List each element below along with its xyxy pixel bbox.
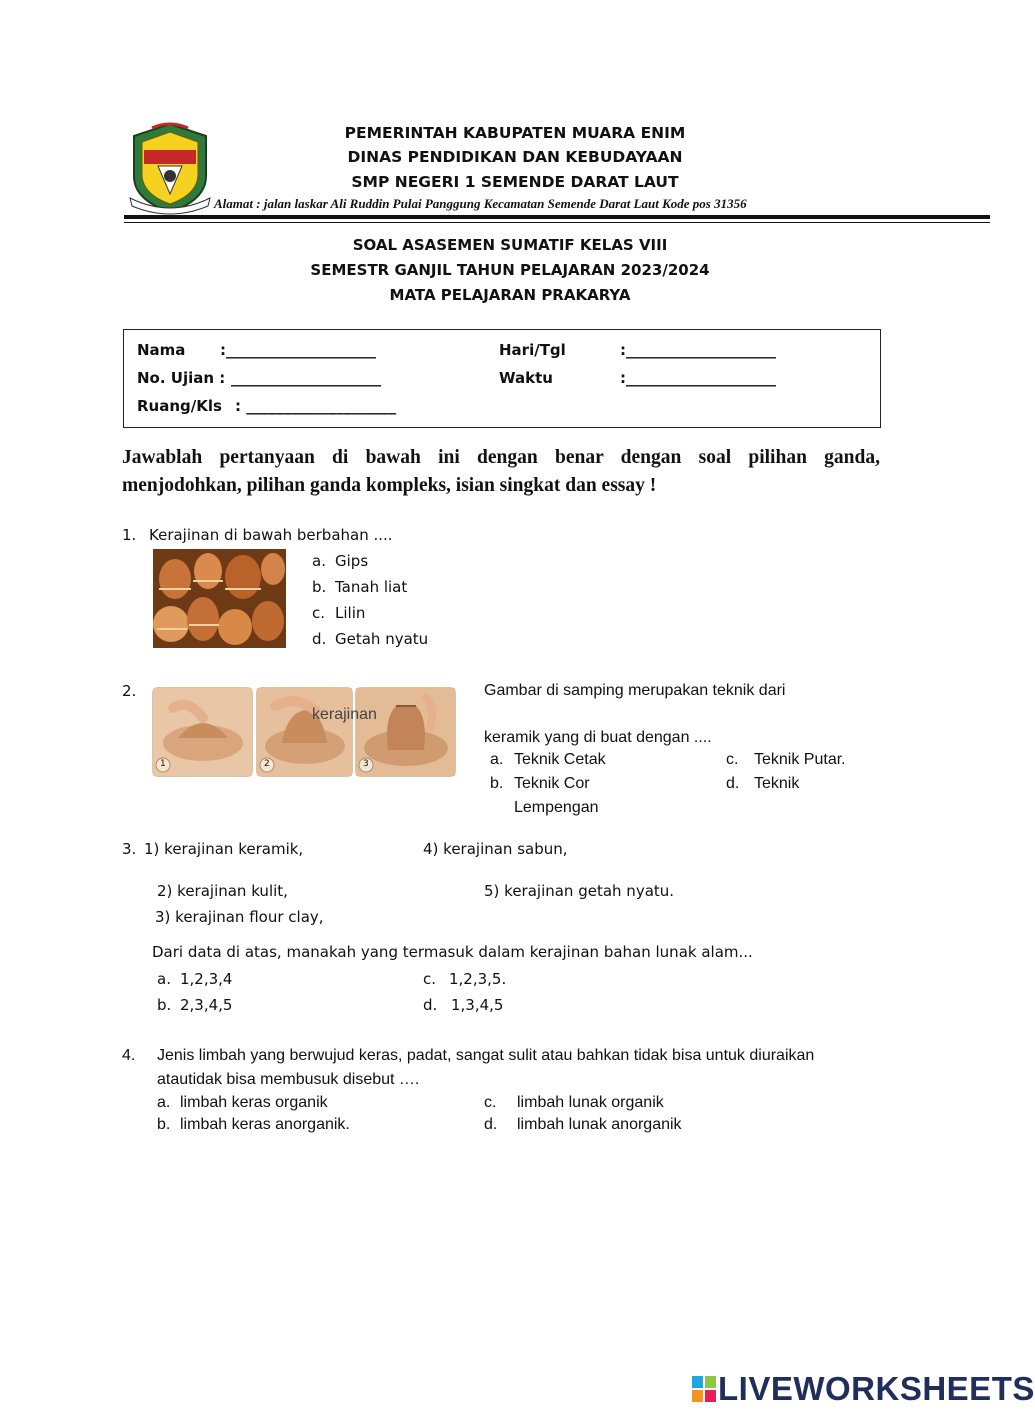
q3-item-3: 3) kerajinan flour clay, [155,908,324,926]
q1-option-c-letter: c. [312,604,326,622]
instruction-text: Jawablah pertanyaan di bawah ini dengan benar dengan soal pilihan ganda, menjodohkan, pilihan ganda kompleks, isian singkat dan essay ! [122,447,880,496]
q2-option-b-letter: b. [490,775,504,792]
q3-text: Dari data di atas, manakah yang termasuk dalam kerajinan bahan lunak alam... [152,943,753,961]
liveworksheets-logo-icon [692,1376,716,1402]
q4-option-c[interactable]: limbah lunak organik [517,1094,664,1111]
q3-item-2: 2) kerajinan kulit, [157,882,288,900]
q3-option-a-letter: a. [157,970,171,988]
header-divider-thick [124,215,990,219]
q3-item-5: 5) kerajinan getah nyatu. [484,882,675,900]
q1-option-a[interactable]: Gips [335,552,369,570]
q3-option-d-letter: d. [423,996,438,1014]
q4-option-a[interactable]: limbah keras organik [180,1094,328,1111]
q2-wheel-step-1-image [152,687,253,777]
q3-option-a[interactable]: 1,2,3,4 [180,970,233,988]
q2-option-c-letter: c. [726,751,739,768]
q3-number: 3. [122,840,137,858]
liveworksheets-brand[interactable]: LIVEWORKSHEETS [718,1370,1035,1407]
q4-option-d[interactable]: limbah lunak anorganik [517,1116,682,1133]
q1-option-b[interactable]: Tanah liat [335,578,408,596]
header-address: Alamat : jalan laskar Ali Ruddin Pulai Panggung Kecamatan Semende Darat Laut Kode pos 31356 [214,196,747,211]
header-line-1: PEMERINTAH KABUPATEN MUARA ENIM [344,124,686,142]
q3-option-d[interactable]: 1,3,4,5 [451,996,504,1014]
field-hari-tgl[interactable]: :____________________ [620,341,776,359]
q2-option-a-letter: a. [490,751,504,768]
q2-wheel-step-2-image [256,687,353,777]
q2-overlay-text: kerajinan [312,706,377,723]
q2-step-2-label: 2 [264,759,270,769]
header-divider-thin [124,222,990,223]
q2-step-1-label: 1 [160,759,166,769]
q1-option-a-letter: a. [312,552,326,570]
q4-text-line-2: atautidak bisa membusuk disebut …. [157,1071,420,1088]
field-nama[interactable]: :____________________ [220,341,376,359]
q4-option-c-letter: c. [484,1094,497,1111]
q2-option-d-continued[interactable]: Lempengan [514,799,599,816]
q2-option-a[interactable]: Teknik Cetak [514,751,606,768]
q3-item-1: 1) kerajinan keramik, [144,840,304,858]
q2-step-3-label: 3 [363,759,369,769]
q1-option-b-letter: b. [312,578,327,596]
q1-option-d-letter: d. [312,630,327,648]
q3-option-b-letter: b. [157,996,172,1014]
q4-option-d-letter: d. [484,1116,498,1133]
label-no-ujian: No. Ujian : [137,369,226,387]
label-nama: Nama [137,341,186,359]
label-ruang-kls: Ruang/Kls [137,397,222,415]
exam-title-line-2: SEMESTR GANJIL TAHUN PELAJARAN 2023/2024 [310,261,710,279]
header-line-3: SMP NEGERI 1 SEMENDE DARAT LAUT [351,173,679,191]
field-waktu[interactable]: :____________________ [620,369,776,387]
q2-option-d[interactable]: Teknik [754,775,800,792]
q2-option-b[interactable]: Teknik Cor [514,775,590,792]
header-line-2: DINAS PENDIDIKAN DAN KEBUDAYAAN [347,148,683,166]
q2-option-d-letter: d. [726,775,740,792]
q4-number: 4. [122,1047,136,1064]
regency-seal-icon [122,120,218,216]
q2-number: 2. [122,682,137,700]
q3-option-c[interactable]: 1,2,3,5. [449,970,507,988]
q2-text-line-2: keramik yang di buat dengan .... [484,729,712,746]
q4-text-line-1: Jenis limbah yang berwujud keras, padat, sangat sulit atau bahkan tidak bisa untuk diuraikan [157,1047,815,1064]
q2-option-c[interactable]: Teknik Putar. [754,751,846,768]
q1-number: 1. [122,526,137,544]
field-ruang-kls[interactable]: : ____________________ [235,397,397,415]
label-hari-tgl: Hari/Tgl [499,341,566,359]
q2-wheel-step-3-image [355,687,456,777]
q4-option-b[interactable]: limbah keras anorganik. [180,1116,350,1133]
q4-option-a-letter: a. [157,1094,171,1111]
q2-text-line-1: Gambar di samping merupakan teknik dari [484,682,786,699]
field-no-ujian[interactable]: ____________________ [231,369,381,387]
q1-pottery-image [153,549,286,648]
exam-title-line-1: SOAL ASASEMEN SUMATIF KELAS VIII [352,236,668,254]
label-waktu: Waktu [499,369,553,387]
exam-title-line-3: MATA PELAJARAN PRAKARYA [389,286,631,304]
q1-option-d[interactable]: Getah nyatu [335,630,429,648]
q4-option-b-letter: b. [157,1116,171,1133]
q1-text: Kerajinan di bawah berbahan .... [149,526,393,544]
q3-option-c-letter: c. [423,970,437,988]
q3-item-4: 4) kerajinan sabun, [423,840,568,858]
q1-option-c[interactable]: Lilin [335,604,366,622]
q3-option-b[interactable]: 2,3,4,5 [180,996,233,1014]
